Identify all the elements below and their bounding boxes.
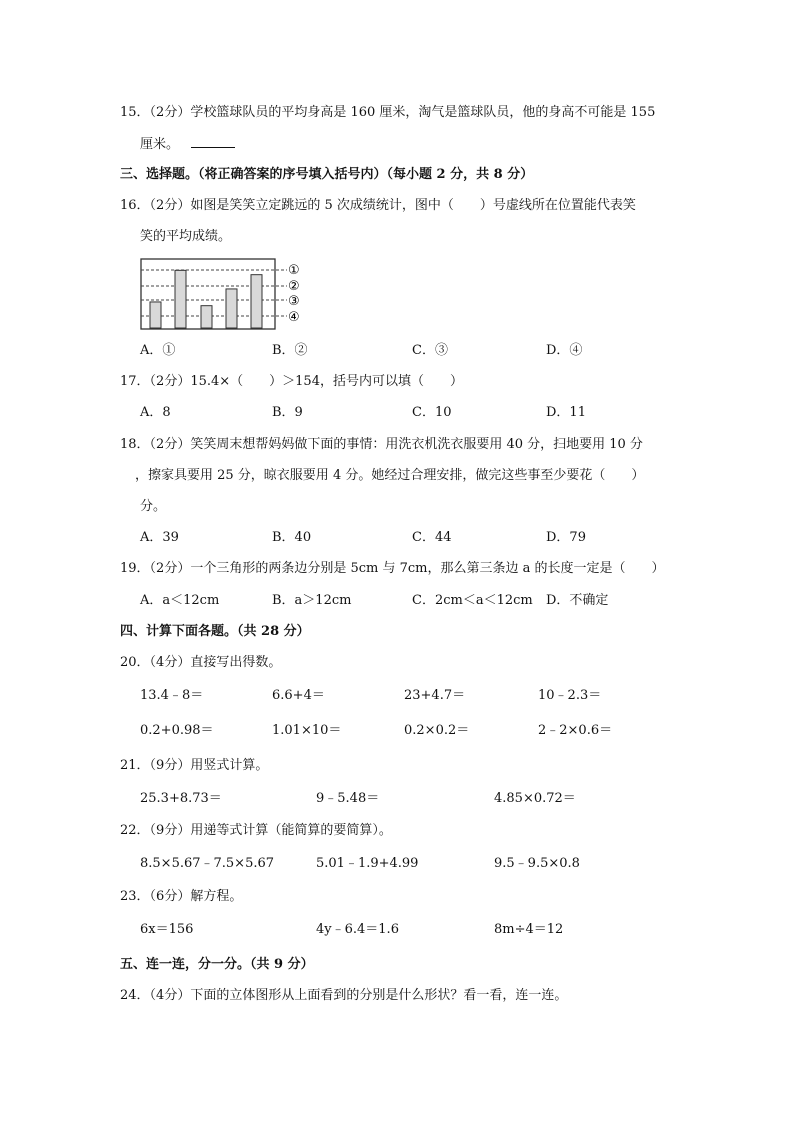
bar-5: [251, 275, 262, 328]
q15-line2-text: 厘米。: [140, 137, 180, 152]
q18-line2: ，擦家具要用 25 分，晾衣服要用 4 分。她经过合理安排，做完这些事至少要花（ ）: [135, 468, 645, 483]
bar-1: [150, 302, 161, 328]
q18-line3: 分。: [140, 499, 167, 514]
q18-line1: 18．（2分）笑笑周末想帮妈妈做下面的事情：用洗衣机洗衣服要用 40 分，扫地要用 10 分: [120, 437, 643, 452]
figure-label-3: ③: [288, 294, 300, 309]
q17-option-b[interactable]: B．9: [272, 405, 303, 420]
q19-option-c[interactable]: C．2cm＜a＜12cm: [412, 593, 533, 608]
q17-line1: 17．（2分）15.4×（ ）＞154，括号内可以填（ ）: [120, 374, 463, 389]
q17-option-c[interactable]: C．10: [412, 405, 452, 420]
q16-option-c[interactable]: C．③: [412, 343, 448, 358]
q23-line1: 23．（6分）解方程。: [120, 889, 243, 904]
q22-item: 9.5﹣9.5×0.8: [494, 856, 580, 871]
answer-blank: [191, 135, 235, 148]
jump-results-bar-figure: [140, 256, 310, 332]
q20-item: 23+4.7＝: [404, 688, 466, 703]
q23-item: 6x＝156: [140, 922, 194, 937]
section4-heading: 四、计算下面各题。（共 28 分）: [120, 624, 310, 639]
bars-group: [150, 270, 262, 328]
figure-label-2: ②: [288, 279, 300, 294]
q18-option-d[interactable]: D．79: [546, 530, 586, 545]
q21-item: 4.85×0.72＝: [494, 791, 576, 806]
q21-line1: 21．（9分）用竖式计算。: [120, 758, 269, 773]
q21-item: 25.3+8.73＝: [140, 791, 222, 806]
q19-option-d[interactable]: D．不确定: [546, 593, 609, 608]
bar-3: [201, 306, 212, 328]
figure-label-4: ④: [288, 310, 300, 325]
q15-line1: 15．（2分）学校篮球队员的平均身高是 160 厘米，淘气是篮球队员，他的身高不可能是 155: [120, 105, 656, 120]
q20-item: 10﹣2.3＝: [538, 688, 602, 703]
q16-option-b[interactable]: B．②: [272, 343, 308, 358]
q22-item: 5.01﹣1.9+4.99: [316, 856, 419, 871]
q22-line1: 22．（9分）用递等式计算（能简算的要简算）。: [120, 823, 392, 838]
figure-label-1: ①: [288, 263, 300, 278]
q19-line1: 19．（2分）一个三角形的两条边分别是 5cm 与 7cm，那么第三条边 a 的长度一定是（ ）: [120, 561, 665, 576]
q19-option-b[interactable]: B．a＞12cm: [272, 593, 352, 608]
q24-line1: 24．（4分）下面的立体图形从上面看到的分别是什么形状？看一看，连一连。: [120, 988, 568, 1003]
q18-option-a[interactable]: A．39: [140, 530, 179, 545]
q19-option-a[interactable]: A．a＜12cm: [140, 593, 220, 608]
section5-heading: 五、连一连，分一分。（共 9 分）: [120, 957, 314, 972]
q20-item: 13.4﹣8＝: [140, 688, 204, 703]
q18-option-b[interactable]: B．40: [272, 530, 312, 545]
q16-line2: 笑的平均成绩。: [140, 229, 232, 244]
q20-item: 2﹣2×0.6＝: [538, 723, 613, 738]
q17-option-d[interactable]: D．11: [546, 405, 586, 420]
section3-heading: 三、选择题。（将正确答案的序号填入括号内）（每小题 2 分，共 8 分）: [120, 167, 534, 182]
q16-option-a[interactable]: A．①: [140, 343, 176, 358]
q20-line1: 20．（4分）直接写出得数。: [120, 655, 282, 670]
q20-item: 1.01×10＝: [272, 723, 342, 738]
q17-option-a[interactable]: A．8: [140, 405, 171, 420]
bar-4: [226, 289, 237, 328]
q20-item: 0.2+0.98＝: [140, 723, 214, 738]
q20-item: 6.6+4＝: [272, 688, 325, 703]
q20-item: 0.2×0.2＝: [404, 723, 470, 738]
q16-option-d[interactable]: D．④: [546, 343, 583, 358]
q18-option-c[interactable]: C．44: [412, 530, 452, 545]
q21-item: 9﹣5.48＝: [316, 791, 380, 806]
q23-item: 8m÷4＝12: [494, 922, 564, 937]
bar-2: [175, 270, 186, 328]
q15-line2: [140, 135, 235, 154]
q22-item: 8.5×5.67﹣7.5×5.67: [140, 856, 275, 871]
q23-item: 4y﹣6.4＝1.6: [316, 922, 399, 937]
q16-line1: 16．（2分）如图是笑笑立定跳远的 5 次成绩统计，图中（ ）号虚线所在位置能代表笑: [120, 198, 636, 213]
